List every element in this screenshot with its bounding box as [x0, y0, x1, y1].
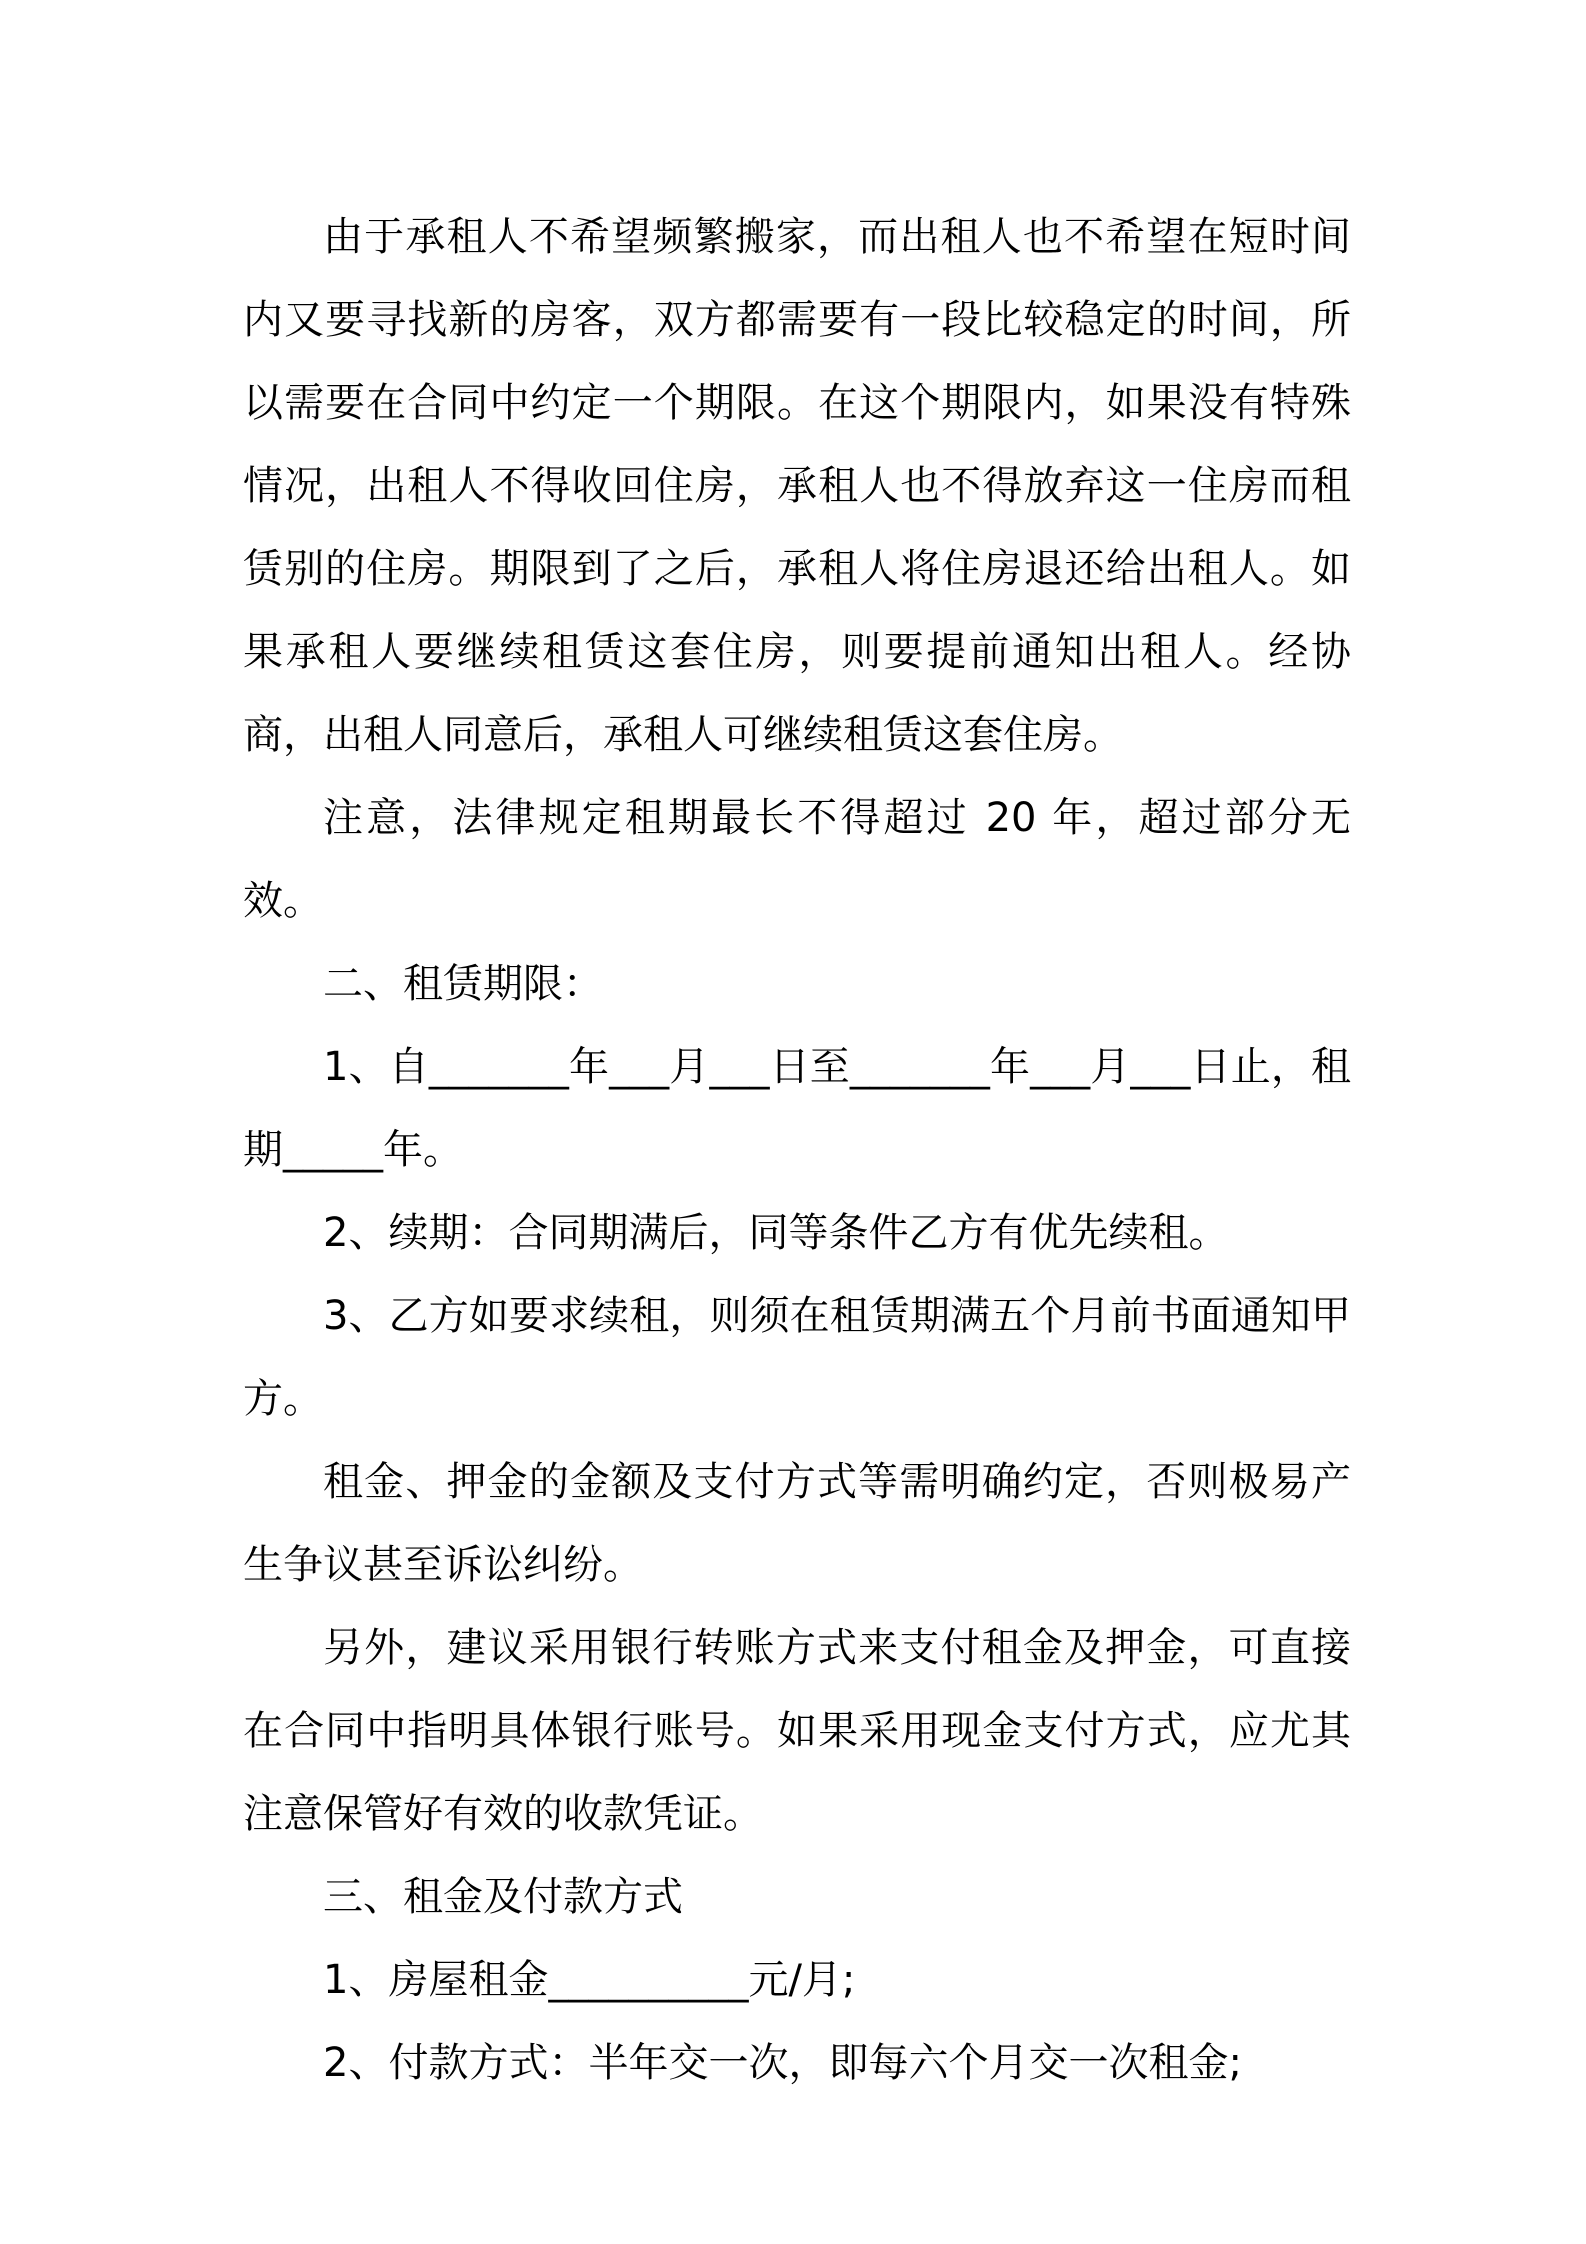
paragraph-rent-deposit-note: 租金、押金的金额及支付方式等需明确约定，否则极易产生争议甚至诉讼纠纷。: [243, 1459, 1351, 1588]
section-heading-rent-payment: 三、租金及付款方式: [323, 1874, 683, 1920]
section-heading-lease-term: 二、租赁期限：: [323, 961, 603, 1007]
paragraph-payment-advice: 另外，建议采用银行转账方式来支付租金及押金，可直接在合同中指明具体银行账号。如果采用现金支付方式，应尤其注意保管好有效的收款凭证。: [243, 1625, 1351, 1837]
clause-payment-method: 2、付款方式：半年交一次，即每六个月交一次租金;: [323, 2040, 1242, 2086]
paragraph-max-term-note: 注意，法律规定租期最长不得超过 20 年，超过部分无效。: [243, 795, 1351, 924]
clause-lease-dates: 1、自_______年___月___日至_______年___月___日止，租期_____年。: [243, 1044, 1351, 1173]
document-body: [243, 196, 1351, 2105]
clause-renewal-notice: 3、乙方如要求续租，则须在租赁期满五个月前书面通知甲方。: [243, 1293, 1351, 1422]
clause-renewal: 2、续期：合同期满后，同等条件乙方有优先续租。: [323, 1210, 1229, 1256]
clause-monthly-rent: 1、房屋租金__________元/月;: [323, 1957, 856, 2003]
paragraph-lease-term-explanation: 由于承租人不希望频繁搬家，而出租人也不希望在短时间内又要寻找新的房客，双方都需要有一段比较稳定的时间，所以需要在合同中约定一个期限。在这个期限内，如果没有特殊情况，出租人不得收回住房，承租人也不得放弃这一住房而租赁别的住房。期限到了之后，承租人将住房退还给出租人。如果承租人要继续租赁这套住房，则要提前通知出租人。经协商，出租人同意后，承租人可继续租赁这套住房。: [243, 214, 1351, 758]
